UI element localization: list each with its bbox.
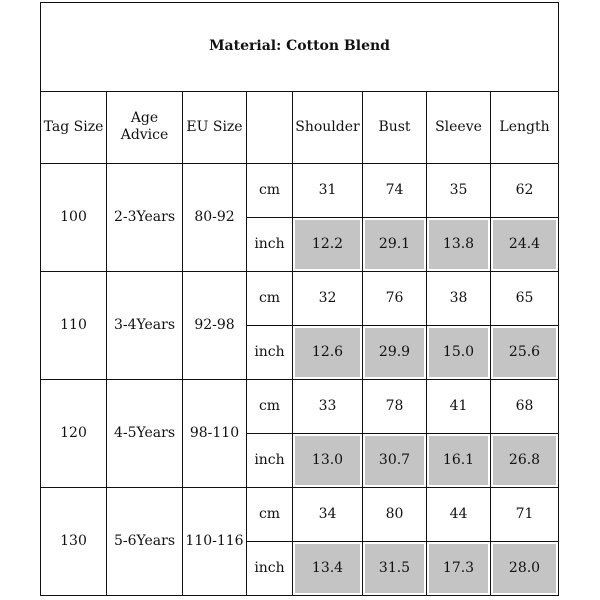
cm-shoulder-cell: 34 (293, 487, 363, 541)
table-row (41, 163, 559, 217)
chart-title: Material: Cotton Blend (41, 3, 559, 92)
table-row (41, 379, 559, 433)
cm-sleeve-cell: 38 (427, 271, 491, 325)
unit-inch-label: inch (247, 217, 293, 271)
inch-sleeve-cell: 13.8 (427, 217, 491, 271)
cm-shoulder-cell: 32 (293, 271, 363, 325)
header-sleeve: Sleeve (427, 91, 491, 163)
age-cell: 3-4Years (107, 271, 183, 379)
cm-length-cell: 62 (491, 163, 559, 217)
inch-bust-cell: 29.9 (363, 325, 427, 379)
inch-shoulder-cell: 12.2 (293, 217, 363, 271)
tag-size-cell: 130 (41, 487, 107, 595)
table-row (41, 487, 559, 541)
inch-shoulder-cell: 13.4 (293, 541, 363, 595)
header-unit (247, 91, 293, 163)
unit-cm-label: cm (247, 271, 293, 325)
table-row (41, 271, 559, 325)
header-length: Length (491, 91, 559, 163)
header-shoulder: Shoulder (293, 91, 363, 163)
unit-inch-label: inch (247, 541, 293, 595)
tag-size-cell: 120 (41, 379, 107, 487)
inch-bust-cell: 31.5 (363, 541, 427, 595)
inch-length-cell: 28.0 (491, 541, 559, 595)
cm-bust-cell: 74 (363, 163, 427, 217)
eu-size-cell: 110-116 (183, 487, 247, 595)
inch-sleeve-cell: 16.1 (427, 433, 491, 487)
inch-shoulder-cell: 13.0 (293, 433, 363, 487)
inch-bust-cell: 30.7 (363, 433, 427, 487)
header-row (41, 91, 559, 163)
size-chart-table (40, 2, 559, 596)
header-age-advice-line1: Age (130, 109, 159, 126)
unit-cm-label: cm (247, 379, 293, 433)
eu-size-cell: 92-98 (183, 271, 247, 379)
cm-bust-cell: 76 (363, 271, 427, 325)
inch-shoulder-cell: 12.6 (293, 325, 363, 379)
inch-bust-cell: 29.1 (363, 217, 427, 271)
cm-length-cell: 65 (491, 271, 559, 325)
header-tag-size: Tag Size (41, 91, 107, 163)
size-chart-container (40, 2, 558, 596)
inch-length-cell: 24.4 (491, 217, 559, 271)
unit-inch-label: inch (247, 433, 293, 487)
unit-cm-label: cm (247, 487, 293, 541)
cm-length-cell: 68 (491, 379, 559, 433)
cm-shoulder-cell: 33 (293, 379, 363, 433)
tag-size-cell: 100 (41, 163, 107, 271)
header-age-advice (107, 91, 183, 163)
unit-inch-label: inch (247, 325, 293, 379)
header-eu-size: EU Size (183, 91, 247, 163)
tag-size-cell: 110 (41, 271, 107, 379)
cm-shoulder-cell: 31 (293, 163, 363, 217)
inch-length-cell: 26.8 (491, 433, 559, 487)
inch-sleeve-cell: 17.3 (427, 541, 491, 595)
age-cell: 2-3Years (107, 163, 183, 271)
inch-length-cell: 25.6 (491, 325, 559, 379)
cm-bust-cell: 80 (363, 487, 427, 541)
cm-bust-cell: 78 (363, 379, 427, 433)
cm-length-cell: 71 (491, 487, 559, 541)
cm-sleeve-cell: 41 (427, 379, 491, 433)
inch-sleeve-cell: 15.0 (427, 325, 491, 379)
cm-sleeve-cell: 35 (427, 163, 491, 217)
age-cell: 4-5Years (107, 379, 183, 487)
eu-size-cell: 80-92 (183, 163, 247, 271)
eu-size-cell: 98-110 (183, 379, 247, 487)
header-bust: Bust (363, 91, 427, 163)
age-cell: 5-6Years (107, 487, 183, 595)
unit-cm-label: cm (247, 163, 293, 217)
header-age-advice-line2: Advice (120, 127, 169, 144)
cm-sleeve-cell: 44 (427, 487, 491, 541)
